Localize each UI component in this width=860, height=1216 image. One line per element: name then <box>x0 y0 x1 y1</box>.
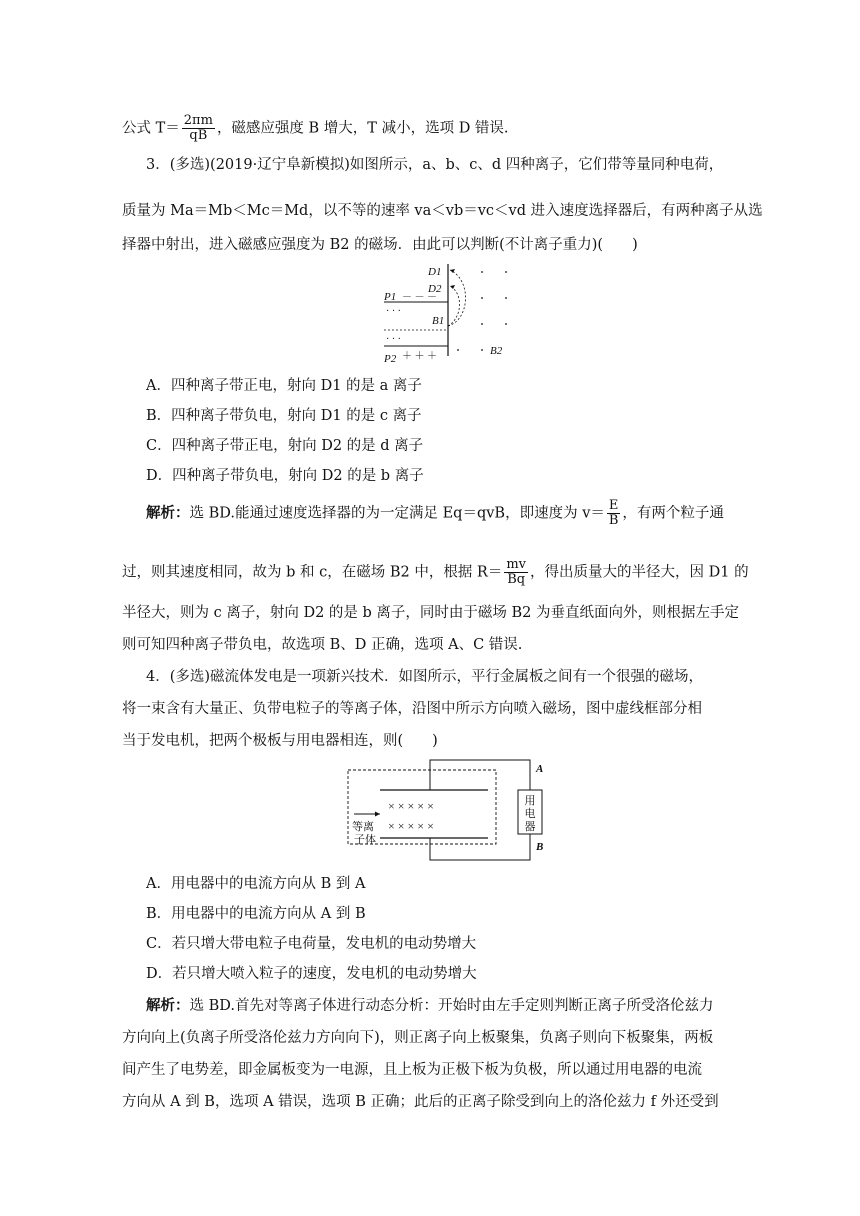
q4-analysis-line-3: 间产生了电势差，即金属板变为一电源，且上板为正极下板为负极，所以通过用电器的电流 <box>122 1062 702 1078</box>
mhd-generator-figure <box>340 756 550 864</box>
device-char-2: 电 <box>524 807 536 820</box>
q4-line-1: 4．(多选)磁流体发电是一项新兴技术．如图所示，平行金属板之间有一个很强的磁场， <box>146 669 704 685</box>
velocity-selector-figure <box>378 262 528 370</box>
label-b2: B2 <box>490 345 503 357</box>
q4-option-a: A．用电器中的电流方向从 B 到 A <box>146 876 366 892</box>
q3-option-a: A．四种离子带正电，射向 D1 的是 a 离子 <box>146 378 422 394</box>
q4-option-d: D．若只增大喷入粒子的速度，发电机的电动势增大 <box>146 966 477 982</box>
q3-option-b: B．四种离子带负电，射向 D1 的是 c 离子 <box>146 408 422 424</box>
formula-line: 公式 T＝ $\frac{2\pi m}{qB}$ ，磁感应强度 B 增大，T 减小，选项 D 错误. <box>122 113 509 143</box>
selector-dots-top: · · · <box>386 306 401 317</box>
minus-signs: － － － <box>402 292 437 303</box>
velocity-fraction: $\frac{E}{B}$ <box>608 498 619 528</box>
period-fraction: $\frac{2\pi m}{qB}$ <box>183 113 213 143</box>
label-d2: D2 <box>428 283 442 295</box>
q4-analysis-line-1: 解析：选 BD.首先对等离子体进行动态分析：开始时由左手定则判断正离子所受洛伦兹力 <box>146 997 714 1014</box>
radius-fraction: $\frac{mv}{Bq}$ <box>506 557 527 587</box>
q4-line-2: 将一束含有大量正、负带电粒子的等离子体，沿图中所示方向喷入磁场，图中虚线框部分相 <box>122 701 702 717</box>
q3-option-d: D．四种离子带负电，射向 D2 的是 b 离子 <box>146 468 424 484</box>
plasma-label-line-2: 子体 <box>354 833 376 846</box>
crosses-row-1: × × × × × <box>388 799 434 813</box>
terminal-b-label: B <box>536 841 544 853</box>
q4-option-c: C．若只增大带电粒子电荷量，发电机的电动势增大 <box>146 936 477 952</box>
plus-signs: ＋ ＋ ＋ <box>402 351 437 362</box>
q4-line-3: 当于发电机，把两个极板与用电器相连，则( ) <box>122 733 438 749</box>
q3-analysis-line-1: 解析：选 BD.能通过速度选择器的为一定满足 Eq＝qvB，即速度为 v＝ $\frac{E}{B}$ ，有两个粒子通 <box>146 498 724 528</box>
q4-analysis-line-4: 方向从 A 到 B，选项 A 错误，选项 B 正确；此后的正离子除受到向上的洛伦兹力 f 外还受到 <box>122 1094 719 1110</box>
q3-analysis-line-2: 过，则其速度相同，故为 b 和 c，在磁场 B2 中，根据 R＝ $\frac{mv}{Bq}$ ，得出质量大的半径大，因 D1 的 <box>122 557 749 587</box>
selector-dots-bottom: · · · <box>386 334 401 345</box>
q3-line-1: 3．(多选)(2019·辽宁阜新模拟)如图所示，a、b、c、d 四种离子，它们带等量同种电荷， <box>146 157 724 173</box>
q3-line-3: 择器中射出，进入磁感应强度为 B2 的磁场．由此可以判断(不计离子重力)( ) <box>122 237 638 253</box>
label-b1: B1 <box>432 315 445 327</box>
q4-analysis-line-2: 方向向上(负离子所受洛伦兹力方向向下)，则正离子向上板聚集，负离子则向下板聚集，两板 <box>122 1030 714 1046</box>
crosses-row-2: × × × × × <box>388 819 434 833</box>
q3-line-2: 质量为 Ma＝Mb＜Mc＝Md，以不等的速率 va＜vb＝vc＜vd 进入速度选择器后，有两种离子从选 <box>122 203 763 219</box>
q3-analysis-line-3: 半径大，则为 c 离子，射向 D2 的是 b 离子，同时由于磁场 B2 为垂直纸面向外，则根据左手定 <box>122 605 740 621</box>
q3-analysis-line-4: 则可知四种离子带负电，故选项 B、D 正确，选项 A、C 错误. <box>122 637 523 653</box>
label-p1: P1 <box>384 291 397 303</box>
label-p2: P2 <box>384 353 397 365</box>
q3-option-c: C．四种离子带正电，射向 D2 的是 d 离子 <box>146 438 424 454</box>
terminal-a-label: A <box>536 763 544 775</box>
plasma-label-line-1: 等离 <box>352 820 374 833</box>
device-char-1: 用 <box>524 794 536 807</box>
label-d1: D1 <box>428 266 442 278</box>
q4-option-b: B．用电器中的电流方向从 A 到 B <box>146 906 366 922</box>
device-char-3: 器 <box>524 820 536 833</box>
